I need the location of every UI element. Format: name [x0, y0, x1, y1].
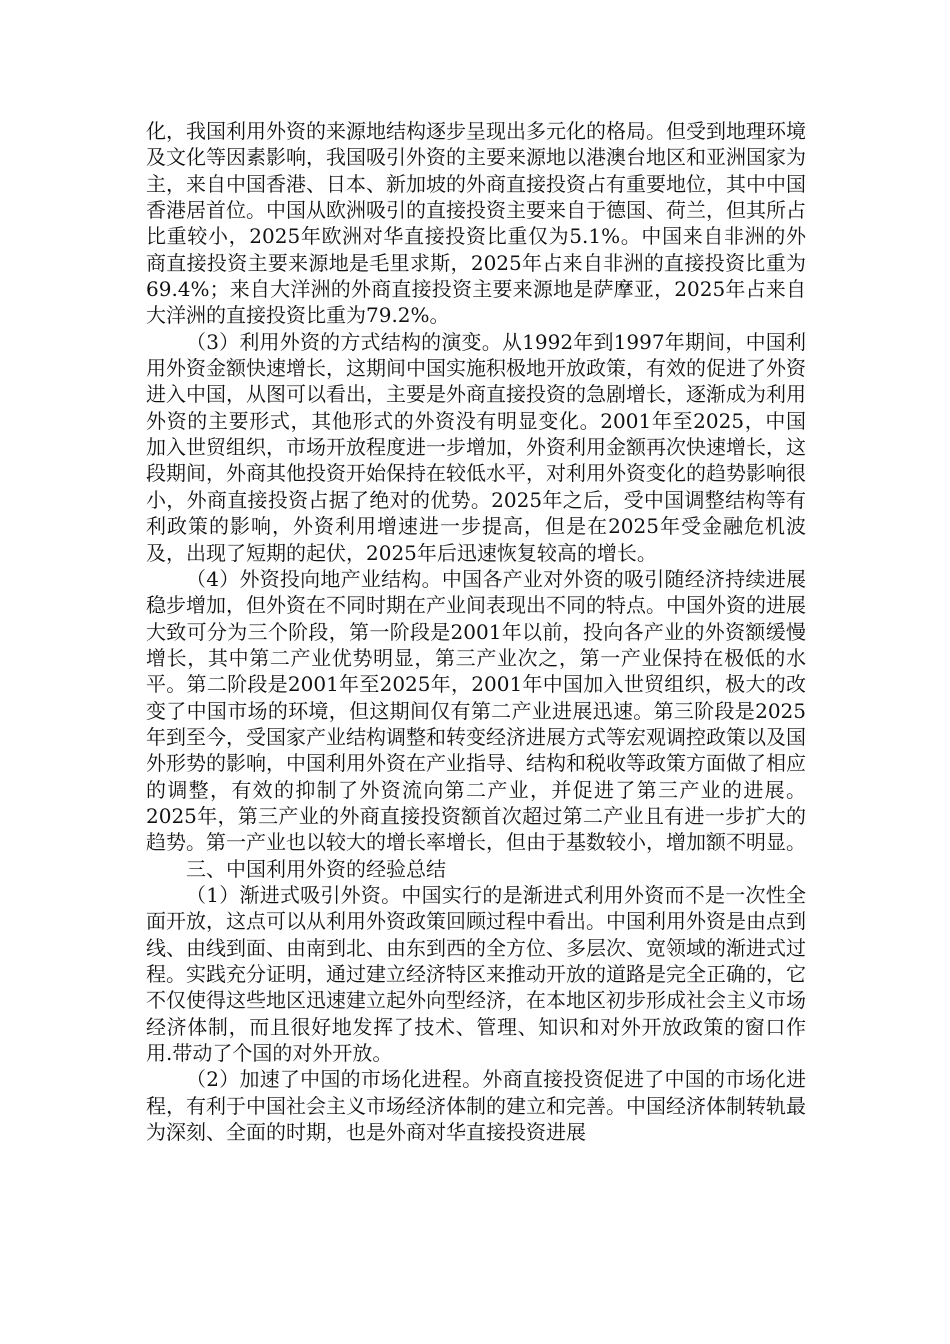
document-body [146, 118, 806, 1145]
section-heading-experience: 三、中国利用外资的经验总结 [186, 856, 446, 881]
paragraph-industry-structure: （4）外资投向地产业结构。中国各产业对外资的吸引随经济持续进展稳步增加，但外资在不同时期在产业间表现出不同的特点。中国外资的进展大致可分为三个阶段，第一阶段是2001年以前，投向各产业的外资额缓慢增长，其中第二产业优势明显，第三产业次之，第一产业保持在极低的水平。第二阶段是2001年至2025年，2001年中国加入世贸组织，极大的改变了中国市场的环境，但这期间仅有第二产业进展迅速。第三阶段是2025年到至今，受国家产业结构调整和转变经济进展方式等宏观调控政策以及国外形势的影响，中国利用外资在产业指导、结构和税收等政策方面做了相应的调整，有效的抑制了外资流向第二产业，并促进了第三产业的进展。2025年，第三产业的外商直接投资额首次超过第二产业且有进一步扩大的趋势。第一产业也以较大的增长率增长，但由于基数较小，增加额不明显。 [146, 566, 806, 855]
paragraph-marketization: （2）加速了中国的市场化进程。外商直接投资促进了中国的市场化进程，有利于中国社会主义市场经济体制的建立和完善。中国经济体制转轨最为深刻、全面的时期，也是外商对华直接投资进展 [146, 1067, 806, 1145]
paragraph-gradual-opening: （1）渐进式吸引外资。中国实行的是渐进式利用外资而不是一次性全面开放，这点可以从利用外资政策回顾过程中看出。中国利用外资是由点到线、由线到面、由南到北、由东到西的全方位、多层次、宽领域的渐进式过程。实践充分证明，通过建立经济特区来推动开放的道路是完全正确的，它不仅使得这些地区迅速建立起外向型经济，在本地区初步形成社会主义市场经济体制，而且很好地发挥了技术、管理、知识和对外开放政策的窗口作用.带动了个国的对外开放。 [146, 882, 806, 1066]
paragraph-investment-method: （3）利用外资的方式结构的演变。从1992年到1997年期间，中国利用外资金额快速增长，这期间中国实施积极地开放政策，有效的促进了外资进入中国，从图可以看出，主要是外商直接投资的急剧增长，逐渐成为利用外资的主要形式，其他形式的外资没有明显变化。2001年至2025，中国加入世贸组织，市场开放程度进一步增加，外资利用金额再次快速增长，这段期间，外商其他投资开始保持在较低水平，对利用外资变化的趋势影响很小，外商直接投资占据了绝对的优势。2025年之后，受中国调整结构等有利政策的影响，外资利用增速进一步提高，但是在2025年受金融危机波及，出现了短期的起伏，2025年后迅速恢复较高的增长。 [146, 329, 806, 565]
paragraph-source-structure: 化，我国利用外资的来源地结构逐步呈现出多元化的格局。但受到地理环境及文化等因素影响，我国吸引外资的主要来源地以港澳台地区和亚洲国家为主，来自中国香港、日本、新加坡的外商直接投资占有重要地位，其中中国香港居首位。中国从欧洲吸引的直接投资主要来自于德国、荷兰，但其所占比重较小，2025年欧洲对华直接投资比重仅为5.1%。中国来自非洲的外商直接投资主要来源地是毛里求斯，2025年占来自非洲的直接投资比重为69.4%；来自大洋洲的外商直接投资主要来源地是萨摩亚，2025年占来自大洋洲的直接投资比重为79.2%。 [146, 119, 806, 328]
